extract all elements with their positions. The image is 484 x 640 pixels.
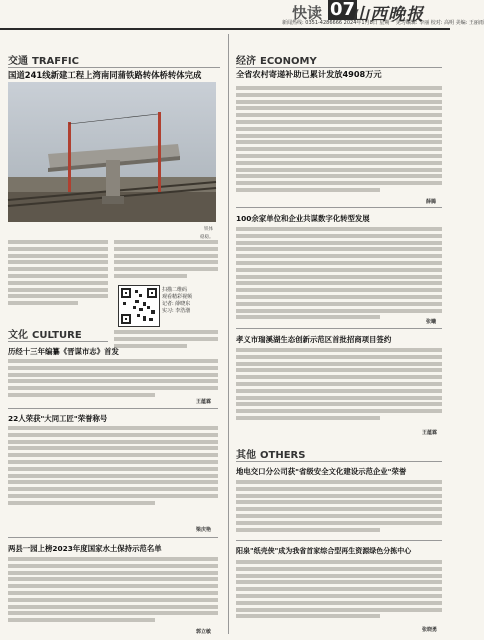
culture-divider-1 (8, 408, 218, 409)
economy-article-2 (236, 227, 442, 325)
culture-article-1 (8, 359, 218, 399)
traffic-headline: 国道241线新建工程上湾南同蒲铁路转体桥转体完成 (8, 70, 202, 80)
culture-divider-2 (8, 537, 218, 538)
economy-byline-2: 张曦 (426, 319, 437, 325)
qr-caption: 扫描二维码 观看精彩视频 记者: 薛晓东 实习: 李浩渤 (162, 287, 193, 314)
others-divider-1 (236, 540, 442, 541)
others-article-1 (236, 480, 442, 538)
qr-code[interactable] (118, 285, 160, 327)
economy-divider-1 (236, 207, 442, 208)
others-headline-2: 阳泉"纸壳侠"成为我省首家综合型再生资源绿色分拣中心 (236, 547, 412, 555)
economy-byline-3: 王蕴霖 (422, 430, 438, 436)
culture-byline-3: 郭立敏 (196, 629, 212, 635)
page-number: 07 (330, 0, 356, 20)
economy-article-1 (236, 86, 442, 194)
economy-headline-2: 100余家单位和企业共谋数字化转型发展 (236, 214, 370, 223)
column-divider (228, 34, 229, 634)
traffic-article-col1 (8, 240, 108, 310)
economy-section-label: 经济 ECONOMY (236, 52, 442, 68)
culture-headline-3: 两县一园上榜2023年度国家水土保持示范名单 (8, 544, 162, 553)
culture-byline-2: 梁庆艳 (196, 527, 212, 533)
culture-article-2 (8, 426, 218, 508)
bridge-photo (8, 82, 216, 222)
traffic-section-label: 交通 TRAFFIC (8, 52, 220, 68)
section-title: 快读 (292, 4, 323, 22)
economy-headline-1: 全省农村寄递补助已累计发放4908万元 (236, 69, 382, 79)
qr-code-icon (119, 286, 159, 326)
traffic-article-col2 (114, 240, 218, 282)
culture-article-3 (8, 557, 218, 629)
paper-name: 山西晚报 (352, 5, 424, 25)
traffic-article-col2b (114, 330, 218, 350)
masthead-meta: 新闻热线: 0351-4286666 2024年1月8日 星期一 见习编辑: 李丽 校对: 高明 美编: 王丽雨 (282, 20, 484, 26)
bridge-photo-caption: 稳稳。 (200, 235, 214, 240)
others-article-2 (236, 560, 442, 622)
economy-headline-3: 孝义市瑞溪湖生态创新示范区首批招商项目签约 (236, 335, 392, 344)
culture-headline-1: 历经十三年编纂《晋谋市志》首发 (8, 347, 119, 356)
others-headline-1: 地电交口分公司获"省级安全文化建设示范企业"荣誉 (236, 467, 407, 476)
bridge-photo-credit: 铁体 (204, 227, 213, 232)
others-byline-2: 张晓勇 (422, 627, 438, 633)
culture-section-label: 文化 CULTURE (8, 326, 108, 342)
bridge-photo-image (8, 82, 216, 222)
culture-byline-1: 王蕴霖 (196, 399, 212, 405)
economy-article-3 (236, 348, 442, 428)
culture-headline-2: 22人荣获"大同工匠"荣誉称号 (8, 414, 108, 423)
economy-byline-1: 薛腾 (426, 199, 437, 205)
others-section-label: 其他 OTHERS (236, 446, 442, 462)
economy-divider-2 (236, 328, 442, 329)
masthead (0, 0, 484, 30)
